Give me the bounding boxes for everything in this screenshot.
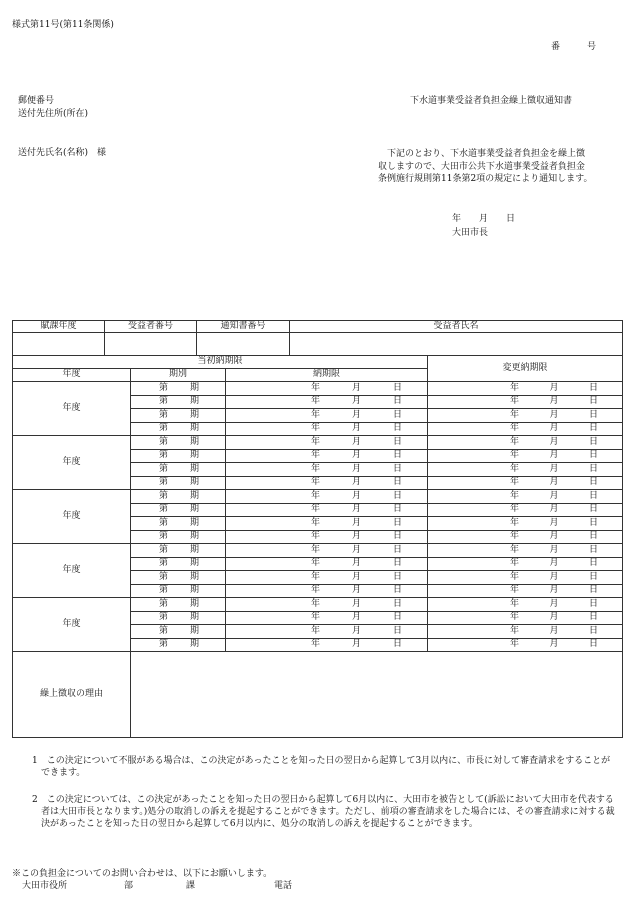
day-unit: 日 — [589, 531, 599, 542]
changed-due-cell — [428, 544, 623, 558]
month-unit: 月 — [352, 585, 362, 596]
year-unit: 年 — [311, 504, 321, 515]
day-unit: 日 — [589, 598, 599, 609]
month-unit: 月 — [352, 396, 362, 407]
day-unit: 日 — [589, 517, 599, 528]
day-unit: 日 — [393, 477, 403, 488]
term-suffix: 期 — [189, 409, 199, 420]
day-unit: 日 — [589, 625, 599, 636]
term-suffix: 期 — [189, 625, 199, 636]
term-suffix: 期 — [189, 504, 199, 515]
day-unit: 日 — [589, 409, 599, 420]
contact-dept: 部 — [124, 881, 134, 891]
month-unit: 月 — [549, 423, 559, 434]
term-suffix: 期 — [189, 423, 199, 434]
term-suffix: 期 — [189, 558, 199, 569]
term-suffix: 期 — [189, 612, 199, 623]
year-unit: 年 — [510, 504, 520, 515]
address-label: 送付先住所(所在) — [18, 109, 89, 119]
month-unit: 月 — [352, 490, 362, 501]
year-unit: 年 — [311, 531, 321, 542]
term-cell — [131, 584, 226, 598]
term-cell — [131, 476, 226, 490]
initial-due-header: 当初納期限 — [13, 356, 428, 369]
month-unit: 月 — [549, 598, 559, 609]
header-notice-number: 通知書番号 — [197, 321, 290, 333]
changed-due-cell — [428, 638, 623, 652]
term-cell — [131, 611, 226, 625]
day-unit: 日 — [589, 490, 599, 501]
year-unit: 年 — [311, 409, 321, 420]
month-unit: 月 — [549, 612, 559, 623]
changed-due-cell — [428, 409, 623, 423]
header-beneficiary-number: 受益者番号 — [105, 321, 197, 333]
month-unit: 月 — [352, 382, 362, 393]
beneficiary-name-cell[interactable] — [290, 333, 623, 356]
day-unit: 日 — [393, 598, 403, 609]
term-suffix: 期 — [189, 463, 199, 474]
period-row — [13, 436, 623, 450]
year-unit: 年 — [510, 585, 520, 596]
reason-cell[interactable] — [131, 652, 623, 738]
month-unit: 月 — [549, 382, 559, 393]
year-unit: 年 — [510, 477, 520, 488]
term-prefix: 第 — [159, 477, 169, 488]
term-suffix: 期 — [189, 531, 199, 542]
day-unit: 日 — [393, 544, 403, 555]
day-unit: 日 — [589, 585, 599, 596]
changed-due-cell — [428, 557, 623, 571]
period-row — [13, 598, 623, 612]
period-row — [13, 490, 623, 504]
month-unit: 月 — [549, 517, 559, 528]
initial-due-cell — [226, 476, 428, 490]
term-suffix: 期 — [189, 571, 199, 582]
term-suffix: 期 — [189, 477, 199, 488]
term-suffix: 期 — [189, 544, 199, 555]
term-prefix: 第 — [159, 639, 169, 650]
day-unit: 日 — [589, 396, 599, 407]
month-unit: 月 — [549, 504, 559, 515]
initial-due-cell — [226, 436, 428, 450]
day-unit: 日 — [393, 585, 403, 596]
term-prefix: 第 — [159, 409, 169, 420]
term-cell — [131, 449, 226, 463]
year-group-label: 年度 — [13, 490, 131, 544]
term-prefix: 第 — [159, 571, 169, 582]
initial-due-cell — [226, 530, 428, 544]
year-unit: 年 — [510, 531, 520, 542]
issuer-name: 大田市長 — [452, 228, 489, 238]
month-unit: 月 — [549, 477, 559, 488]
assessment-year-cell[interactable] — [13, 333, 105, 356]
day-unit: 日 — [393, 531, 403, 542]
initial-due-cell — [226, 395, 428, 409]
changed-due-header: 変更納期限 — [428, 356, 623, 382]
term-cell — [131, 382, 226, 396]
term-cell — [131, 503, 226, 517]
day-unit: 日 — [589, 571, 599, 582]
month-unit: 月 — [549, 544, 559, 555]
term-prefix: 第 — [159, 598, 169, 609]
changed-due-cell — [428, 490, 623, 504]
term-cell — [131, 490, 226, 504]
initial-due-cell — [226, 598, 428, 612]
year-unit: 年 — [510, 382, 520, 393]
term-cell — [131, 598, 226, 612]
changed-due-cell — [428, 571, 623, 585]
month-unit: 月 — [352, 423, 362, 434]
changed-due-cell — [428, 449, 623, 463]
month-unit: 月 — [352, 477, 362, 488]
changed-due-cell — [428, 476, 623, 490]
month-unit: 月 — [352, 531, 362, 542]
month-unit: 月 — [549, 436, 559, 447]
notice-body-line: 収しますので、大田市公共下水道事業受益者負担金 — [378, 161, 585, 172]
term-cell — [131, 395, 226, 409]
year-unit: 年 — [311, 382, 321, 393]
initial-due-cell — [226, 557, 428, 571]
term-prefix: 第 — [159, 490, 169, 501]
recipient-info-table — [12, 320, 623, 356]
initial-due-cell — [226, 422, 428, 436]
term-prefix: 第 — [159, 558, 169, 569]
term-cell — [131, 422, 226, 436]
month-unit: 月 — [549, 558, 559, 569]
day-unit: 日 — [393, 490, 403, 501]
changed-due-cell — [428, 625, 623, 639]
changed-due-cell — [428, 503, 623, 517]
note-text: 1 この決定について不服がある場合は、この決定があったことを知った日の翌日から起算して3月以内に、市長に対して審査請求をすることができます。 — [32, 756, 611, 778]
changed-due-cell — [428, 382, 623, 396]
contact-phone: 電話 — [274, 881, 293, 891]
year-unit: 年 — [510, 490, 520, 501]
initial-due-cell — [226, 449, 428, 463]
year-unit: 年 — [510, 463, 520, 474]
term-cell — [131, 544, 226, 558]
issue-date: 年 月 日 — [452, 214, 516, 224]
day-unit: 日 — [393, 612, 403, 623]
term-cell — [131, 463, 226, 477]
month-unit: 月 — [352, 639, 362, 650]
term-cell — [131, 571, 226, 585]
year-unit: 年 — [311, 477, 321, 488]
month-unit: 月 — [549, 409, 559, 420]
month-unit: 月 — [352, 598, 362, 609]
year-unit: 年 — [510, 450, 520, 461]
day-unit: 日 — [589, 558, 599, 569]
contact-section: 課 — [186, 881, 196, 891]
initial-due-cell — [226, 638, 428, 652]
note-1 — [32, 755, 617, 779]
term-suffix: 期 — [189, 490, 199, 501]
initial-due-cell — [226, 544, 428, 558]
year-unit: 年 — [510, 436, 520, 447]
initial-due-cell — [226, 503, 428, 517]
changed-due-cell — [428, 530, 623, 544]
month-unit: 月 — [352, 612, 362, 623]
day-unit: 日 — [393, 639, 403, 650]
term-prefix: 第 — [159, 423, 169, 434]
day-unit: 日 — [393, 423, 403, 434]
term-suffix: 期 — [189, 598, 199, 609]
period-row — [13, 544, 623, 558]
header-assessment-year: 賦課年度 — [13, 321, 105, 333]
year-group-label: 年度 — [13, 382, 131, 436]
day-unit: 日 — [393, 504, 403, 515]
changed-due-cell — [428, 584, 623, 598]
month-unit: 月 — [549, 490, 559, 501]
term-prefix: 第 — [159, 382, 169, 393]
note-text: 2 この決定については、この決定があったことを知った日の翌日から起算して6月以内に、大田市を被告として(訴訟において大田市を代表する者は大田市長となります。)処分の取消しの訴えを提起することができます。ただし、前項の審査請求をした場合には、その審査請求に対する裁決があったことを知った日の翌日から起算して6月以内に、処分の取消しの訴えを提起することができます。 — [32, 795, 615, 829]
year-unit: 年 — [510, 571, 520, 582]
term-prefix: 第 — [159, 585, 169, 596]
day-unit: 日 — [393, 517, 403, 528]
beneficiary-number-cell[interactable] — [105, 333, 197, 356]
day-unit: 日 — [589, 544, 599, 555]
day-unit: 日 — [589, 450, 599, 461]
year-unit: 年 — [311, 558, 321, 569]
term-prefix: 第 — [159, 544, 169, 555]
term-prefix: 第 — [159, 436, 169, 447]
notice-body-line: 条例施行規則第11条第2項の規定により通知します。 — [378, 174, 593, 184]
recipient-name-label: 送付先氏名(名称) 様 — [18, 148, 107, 158]
contact-intro: ※この負担金についてのお問い合わせは、以下にお願いします。 — [12, 869, 273, 879]
initial-due-cell — [226, 409, 428, 423]
term-suffix: 期 — [189, 396, 199, 407]
month-unit: 月 — [549, 571, 559, 582]
term-prefix: 第 — [159, 625, 169, 636]
month-unit: 月 — [352, 450, 362, 461]
term-suffix: 期 — [189, 382, 199, 393]
changed-due-cell — [428, 517, 623, 531]
term-prefix: 第 — [159, 396, 169, 407]
day-unit: 日 — [589, 639, 599, 650]
notice-body — [378, 148, 592, 186]
term-cell — [131, 530, 226, 544]
month-unit: 月 — [549, 585, 559, 596]
month-unit: 月 — [352, 544, 362, 555]
year-unit: 年 — [510, 544, 520, 555]
year-unit: 年 — [311, 396, 321, 407]
term-cell — [131, 517, 226, 531]
header-beneficiary-name: 受益者氏名 — [290, 321, 623, 333]
contact-office: 大田市役所 — [22, 881, 68, 891]
year-group-label: 年度 — [13, 544, 131, 598]
year-unit: 年 — [311, 463, 321, 474]
term-suffix: 期 — [189, 450, 199, 461]
day-unit: 日 — [393, 409, 403, 420]
year-unit: 年 — [311, 612, 321, 623]
year-unit: 年 — [510, 517, 520, 528]
term-suffix: 期 — [189, 517, 199, 528]
year-unit: 年 — [311, 544, 321, 555]
due-column-header: 納期限 — [226, 369, 428, 382]
term-cell — [131, 436, 226, 450]
notice-title: 下水道事業受益者負担金繰上徴収通知書 — [410, 96, 573, 106]
term-prefix: 第 — [159, 450, 169, 461]
year-unit: 年 — [311, 639, 321, 650]
term-prefix: 第 — [159, 612, 169, 623]
term-prefix: 第 — [159, 504, 169, 515]
note-2 — [32, 794, 617, 830]
document-number-label: 番 号 — [551, 42, 597, 52]
term-prefix: 第 — [159, 531, 169, 542]
month-unit: 月 — [549, 531, 559, 542]
year-unit: 年 — [510, 612, 520, 623]
year-unit: 年 — [311, 423, 321, 434]
day-unit: 日 — [393, 436, 403, 447]
notice-number-cell[interactable] — [197, 333, 290, 356]
initial-due-cell — [226, 611, 428, 625]
changed-due-cell — [428, 463, 623, 477]
month-unit: 月 — [352, 504, 362, 515]
day-unit: 日 — [589, 436, 599, 447]
term-column-header: 期別 — [131, 369, 226, 382]
initial-due-cell — [226, 571, 428, 585]
payment-schedule-table — [12, 355, 623, 738]
form-number: 様式第11号(第11条関係) — [12, 20, 114, 30]
day-unit: 日 — [589, 612, 599, 623]
year-unit: 年 — [510, 598, 520, 609]
day-unit: 日 — [393, 450, 403, 461]
reason-label: 繰上徴収の理由 — [13, 652, 131, 738]
term-prefix: 第 — [159, 463, 169, 474]
term-cell — [131, 625, 226, 639]
month-unit: 月 — [549, 396, 559, 407]
day-unit: 日 — [589, 463, 599, 474]
term-cell — [131, 557, 226, 571]
term-cell — [131, 409, 226, 423]
year-unit: 年 — [311, 585, 321, 596]
month-unit: 月 — [352, 571, 362, 582]
day-unit: 日 — [393, 558, 403, 569]
year-unit: 年 — [311, 490, 321, 501]
year-unit: 年 — [311, 450, 321, 461]
day-unit: 日 — [589, 382, 599, 393]
initial-due-cell — [226, 517, 428, 531]
month-unit: 月 — [352, 409, 362, 420]
period-row — [13, 382, 623, 396]
initial-due-cell — [226, 490, 428, 504]
day-unit: 日 — [393, 571, 403, 582]
month-unit: 月 — [549, 639, 559, 650]
year-unit: 年 — [311, 436, 321, 447]
day-unit: 日 — [393, 463, 403, 474]
year-unit: 年 — [510, 639, 520, 650]
year-unit: 年 — [510, 423, 520, 434]
initial-due-cell — [226, 463, 428, 477]
month-unit: 月 — [352, 517, 362, 528]
changed-due-cell — [428, 395, 623, 409]
initial-due-cell — [226, 625, 428, 639]
year-group-label: 年度 — [13, 436, 131, 490]
month-unit: 月 — [352, 625, 362, 636]
year-unit: 年 — [510, 625, 520, 636]
month-unit: 月 — [549, 463, 559, 474]
month-unit: 月 — [352, 558, 362, 569]
year-column-header: 年度 — [13, 369, 131, 382]
day-unit: 日 — [589, 477, 599, 488]
day-unit: 日 — [393, 382, 403, 393]
year-unit: 年 — [311, 625, 321, 636]
term-prefix: 第 — [159, 517, 169, 528]
year-unit: 年 — [311, 598, 321, 609]
month-unit: 月 — [352, 463, 362, 474]
month-unit: 月 — [549, 625, 559, 636]
term-suffix: 期 — [189, 436, 199, 447]
changed-due-cell — [428, 422, 623, 436]
year-unit: 年 — [510, 558, 520, 569]
day-unit: 日 — [393, 625, 403, 636]
changed-due-cell — [428, 598, 623, 612]
changed-due-cell — [428, 611, 623, 625]
term-cell — [131, 638, 226, 652]
year-unit: 年 — [510, 409, 520, 420]
year-unit: 年 — [311, 571, 321, 582]
term-suffix: 期 — [189, 585, 199, 596]
term-suffix: 期 — [189, 639, 199, 650]
initial-due-cell — [226, 584, 428, 598]
day-unit: 日 — [393, 396, 403, 407]
year-group-label: 年度 — [13, 598, 131, 652]
year-unit: 年 — [510, 396, 520, 407]
day-unit: 日 — [589, 423, 599, 434]
notice-body-line: 下記のとおり、下水道事業受益者負担金を繰上徴 — [387, 149, 586, 159]
postal-code-label: 郵便番号 — [18, 96, 55, 106]
year-unit: 年 — [311, 517, 321, 528]
month-unit: 月 — [549, 450, 559, 461]
initial-due-cell — [226, 382, 428, 396]
day-unit: 日 — [589, 504, 599, 515]
changed-due-cell — [428, 436, 623, 450]
month-unit: 月 — [352, 436, 362, 447]
